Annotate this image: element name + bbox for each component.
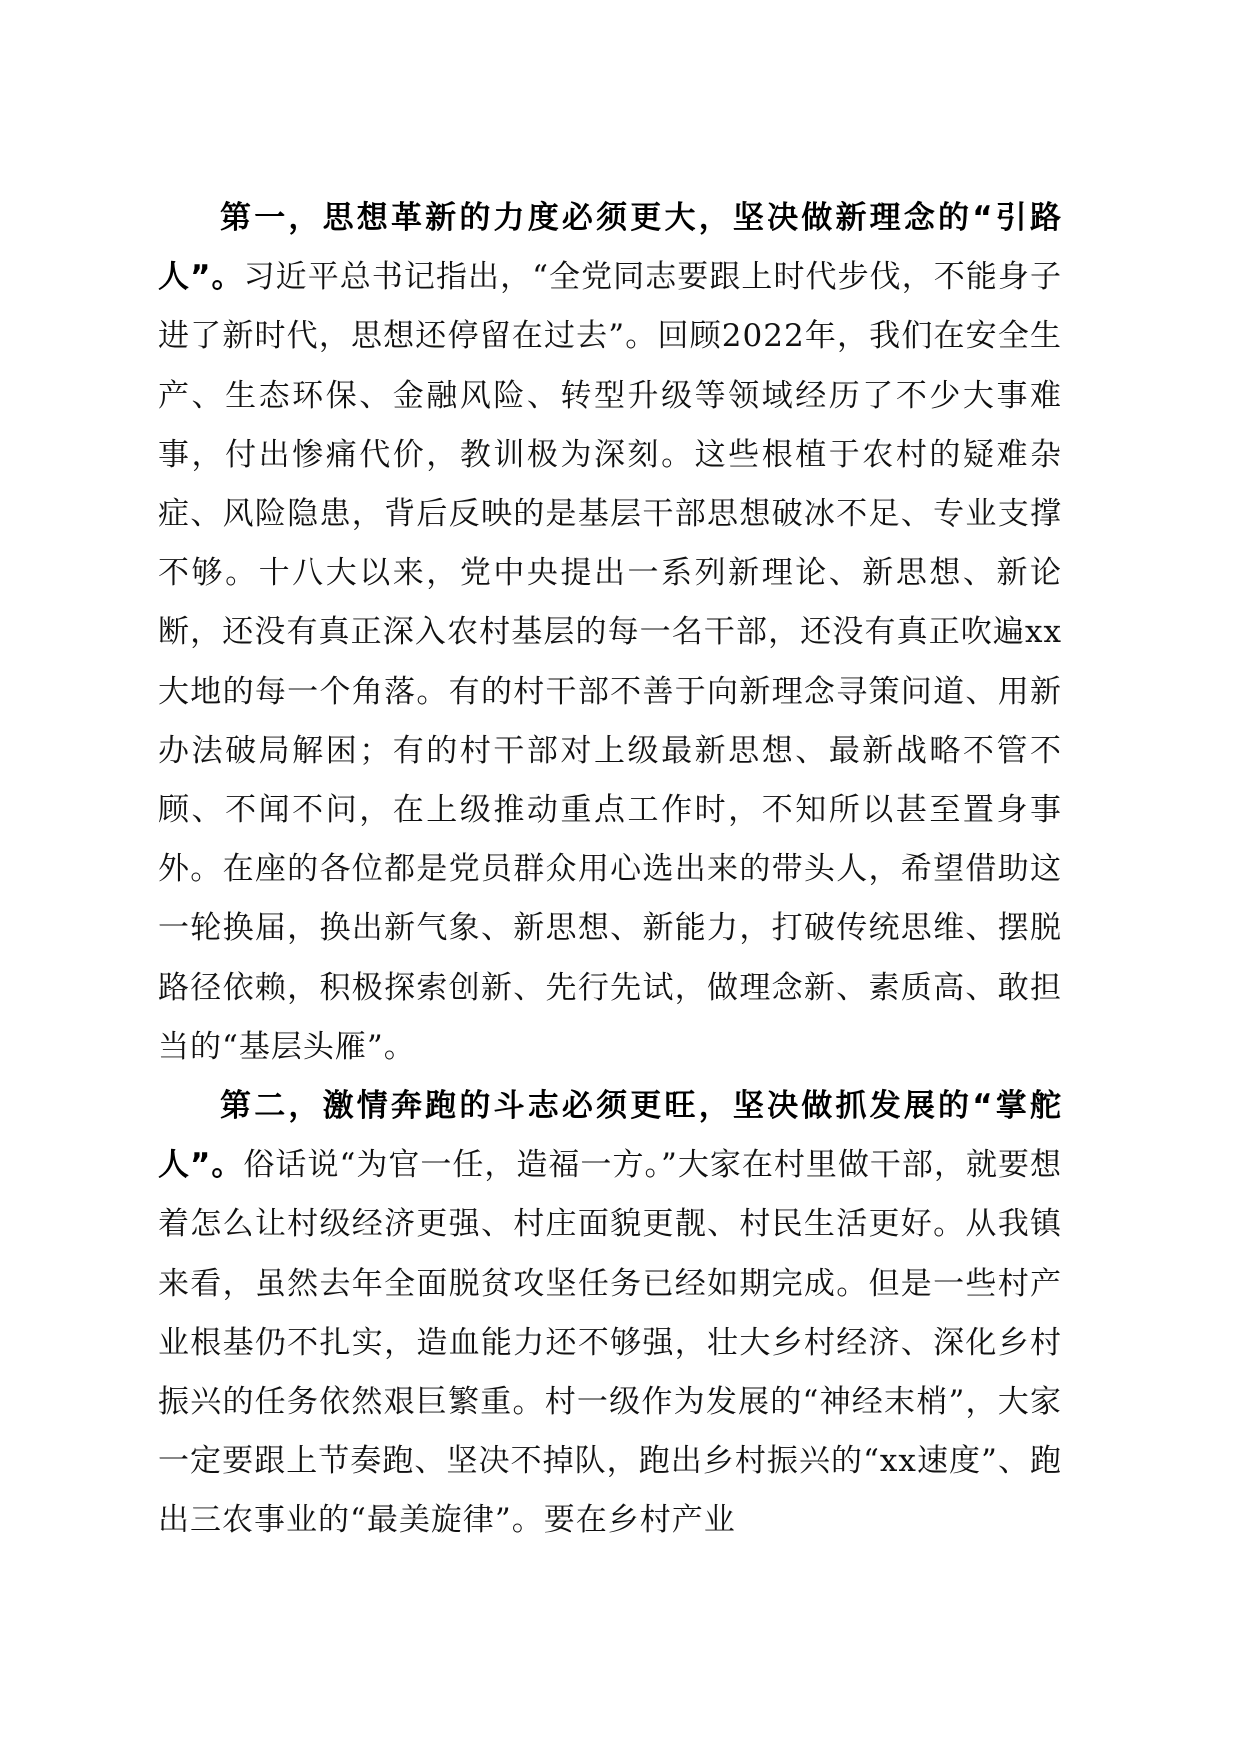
paragraph-2-text: 俗话说“为官一任，造福一方。”大家在村里做干部，就要想着怎么让村级经济更强、村庄面貌更靓、村民生活更好。从我镇来看，虽然去年全面脱贫攻坚任务已经如期完成。但是一些村产业根基仍不扎实，造血能力还不够强，壮大乡村经济、深化乡村振兴的任务依然艰巨繁重。村一级作为发展的“神经末梢”，大家一定要跟上节奏跑、坚决不掉队，跑出乡村振兴的“xx速度”、跑出三农事业的“最美旋律”。要在乡村产业 <box>158 1147 1062 1539</box>
document-body <box>158 189 1062 1551</box>
paragraph-1-text: 习近平总书记指出，“全党同志要跟上时代步伐，不能身子进了新时代，思想还停留在过去”。回顾2022年，我们在安全生产、生态环保、金融风险、转型升级等领域经历了不少大事难事，付出惨痛代价，教训极为深刻。这些根植于农村的疑难杂症、风险隐患，背后反映的是基层干部思想破冰不足、专业支撑不够。十八大以来，党中央提出一系列新理论、新思想、新论断，还没有真正深入农村基层的每一名干部，还没有真正吹遍xx大地的每一个角落。有的村干部不善于向新理念寻策问道、用新办法破局解困；有的村干部对上级最新思想、最新战略不管不顾、不闻不问，在上级推动重点工作时，不知所以甚至置身事外。在座的各位都是党员群众用心选出来的带头人，希望借助这一轮换届，换出新气象、新思想、新能力，打破传统思维、摆脱路径依赖，积极探索创新、先行先试，做理念新、素质高、敢担当的“基层头雁”。 <box>158 259 1063 1065</box>
paragraph-1 <box>158 189 1062 1077</box>
paragraph-1-heading: 第一，思想革新的力度必须更大，坚决做新理念的“引路人”。 <box>158 200 1062 296</box>
paragraph-2 <box>158 1077 1062 1551</box>
paragraph-2-heading: 第二，激情奔跑的斗志必须更旺，坚决做抓发展的“掌舵人”。 <box>158 1088 1062 1184</box>
